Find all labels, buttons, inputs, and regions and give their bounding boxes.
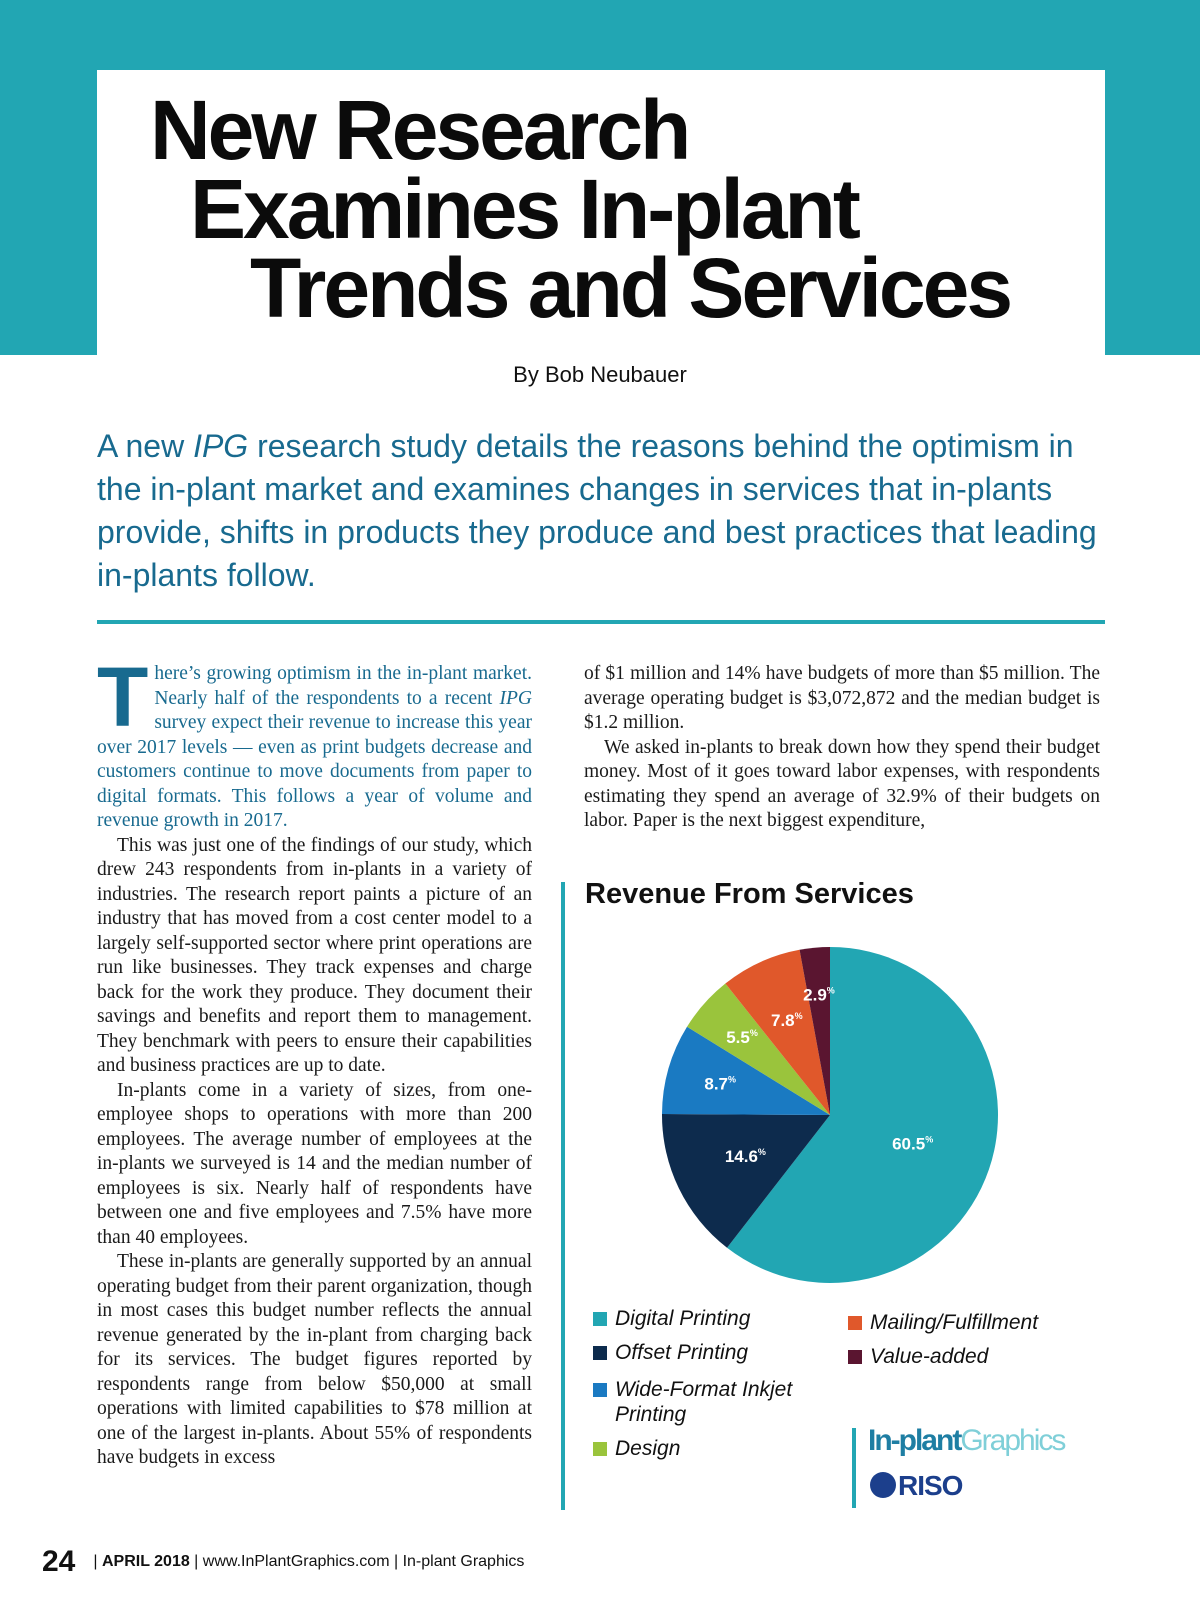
body-paragraph: of $1 million and 14% have budgets of more than $5 million. The average operating budget is $3,072,872 and the median budget is $1.2 million. bbox=[584, 663, 1100, 733]
body-paragraph: We asked in-plants to break down how they spend their budget money. Most of it goes toward labor expenses, with respondents estimating they spend an average of 32.9% of their budgets on labor. Paper is the next biggest expenditure, bbox=[584, 736, 1100, 831]
deck bbox=[97, 425, 1107, 597]
pie-value-label: 5.5% bbox=[726, 1027, 758, 1047]
legend-swatch bbox=[593, 1383, 607, 1397]
page-footer bbox=[42, 1545, 524, 1579]
title-box bbox=[97, 70, 1105, 355]
legend-item-design bbox=[593, 1436, 680, 1461]
logo-part-1: In-plant bbox=[868, 1424, 961, 1457]
logo-part-2: Graphics bbox=[960, 1424, 1065, 1457]
body-column-left bbox=[97, 650, 532, 1471]
in-plant-graphics-riso-logo bbox=[852, 1422, 1065, 1504]
legend-label: Wide-Format Inkjet Printing bbox=[615, 1378, 793, 1426]
legend-label: Design bbox=[615, 1437, 681, 1460]
page-number: 24 bbox=[42, 1545, 76, 1578]
divider-rule bbox=[97, 620, 1105, 624]
pie-value-label: 8.7% bbox=[704, 1074, 737, 1094]
legend-swatch bbox=[848, 1316, 862, 1330]
deck-text-1: A new bbox=[97, 428, 194, 464]
pie-value-label: 7.8% bbox=[771, 1011, 803, 1031]
pie-value-label: 60.5% bbox=[892, 1134, 934, 1154]
legend-swatch bbox=[593, 1346, 607, 1360]
legend-label: Mailing/Fulfillment bbox=[870, 1311, 1039, 1334]
legend-item-wide-format bbox=[593, 1377, 823, 1427]
deck-text-2: research study details the reasons behind the optimism in the in-plant market and examines changes in services that in-plants provide, shifts in products they produce and best practices that leading in-plants follow. bbox=[97, 428, 1097, 593]
chart-title: Revenue From Services bbox=[585, 878, 914, 910]
legend-swatch bbox=[848, 1350, 862, 1364]
title-line-2: Examines In-plant bbox=[190, 162, 858, 256]
legend-item-offset bbox=[593, 1340, 748, 1365]
body-paragraph: In-plants come in a variety of sizes, from one-employee shops to operations with more than 200 employees. The average number of employees at the in-plants we surveyed is 14 and the median number of employees is six. Nearly half of respondents have between one and five employees and 7.5% have more than 40 employees. bbox=[97, 1079, 532, 1248]
pie-value-label: 2.9% bbox=[803, 985, 835, 1005]
sponsor-name: RISO bbox=[898, 1470, 963, 1501]
sponsor-logo bbox=[870, 1470, 962, 1502]
deck-italic: IPG bbox=[193, 428, 249, 464]
footer-issue: APRIL 2018 bbox=[101, 1553, 190, 1570]
drop-cap: T bbox=[97, 650, 149, 744]
intro-italic: IPG bbox=[499, 687, 532, 709]
body-paragraph: These in-plants are generally supported by an annual operating budget from their parent organization, though in most cases this budget number reflects the annual revenue generated by the in-plant from charging back for its services. The budget figures reported by respondents range from below $50,000 at small operations with limited capabilities to $78 million at one of the largest in-plants. About 55% of respondents have budgets in excess bbox=[97, 1251, 532, 1468]
legend-label: Digital Printing bbox=[615, 1307, 751, 1330]
logo-bar bbox=[852, 1428, 856, 1508]
riso-mark-icon bbox=[870, 1472, 896, 1498]
legend-swatch bbox=[593, 1442, 607, 1456]
footer-text bbox=[93, 1553, 524, 1570]
intro-text-a: here’s growing optimism in the in-plant market. Nearly half of the respondents to a recent bbox=[154, 663, 532, 709]
byline: By Bob Neubauer bbox=[513, 362, 687, 387]
legend-item-digital bbox=[593, 1306, 750, 1331]
body-column-right bbox=[584, 662, 1100, 834]
intro-paragraph bbox=[97, 650, 532, 834]
legend-label: Value-added bbox=[870, 1345, 989, 1368]
intro-text-b: survey expect their revenue to increase this year over 2017 levels — even as print budgets decrease and customers continue to move documents from paper to digital formats. This follows a year of volume and revenue growth in 2017. bbox=[97, 712, 532, 831]
title-line-1: New Research bbox=[150, 83, 689, 177]
pie-value-label: 14.6% bbox=[724, 1147, 766, 1167]
sidebar-rule bbox=[561, 882, 565, 1510]
legend-label: Offset Printing bbox=[615, 1341, 749, 1364]
pie-chart bbox=[650, 935, 1010, 1295]
legend-item-value-added bbox=[848, 1344, 988, 1369]
title-line-3: Trends and Services bbox=[250, 241, 1011, 335]
logo-wordmark bbox=[868, 1424, 1064, 1458]
footer-separator: | bbox=[93, 1553, 102, 1570]
footer-site: | www.InPlantGraphics.com | In-plant Graphics bbox=[189, 1553, 525, 1570]
legend-swatch bbox=[593, 1312, 607, 1326]
legend-item-mailing bbox=[848, 1310, 1038, 1335]
body-paragraph: This was just one of the findings of our study, which drew 243 respondents from in-plants in a variety of industries. The research report paints a picture of an industry that has moved from a cost center model to a largely self-supported sector where print operations are run like businesses. They track expenses and charge back for the work they produce. They document their savings and benefits and report them to management. They benchmark with peers to ensure their capabilities and business practices are up to date. bbox=[97, 834, 532, 1076]
